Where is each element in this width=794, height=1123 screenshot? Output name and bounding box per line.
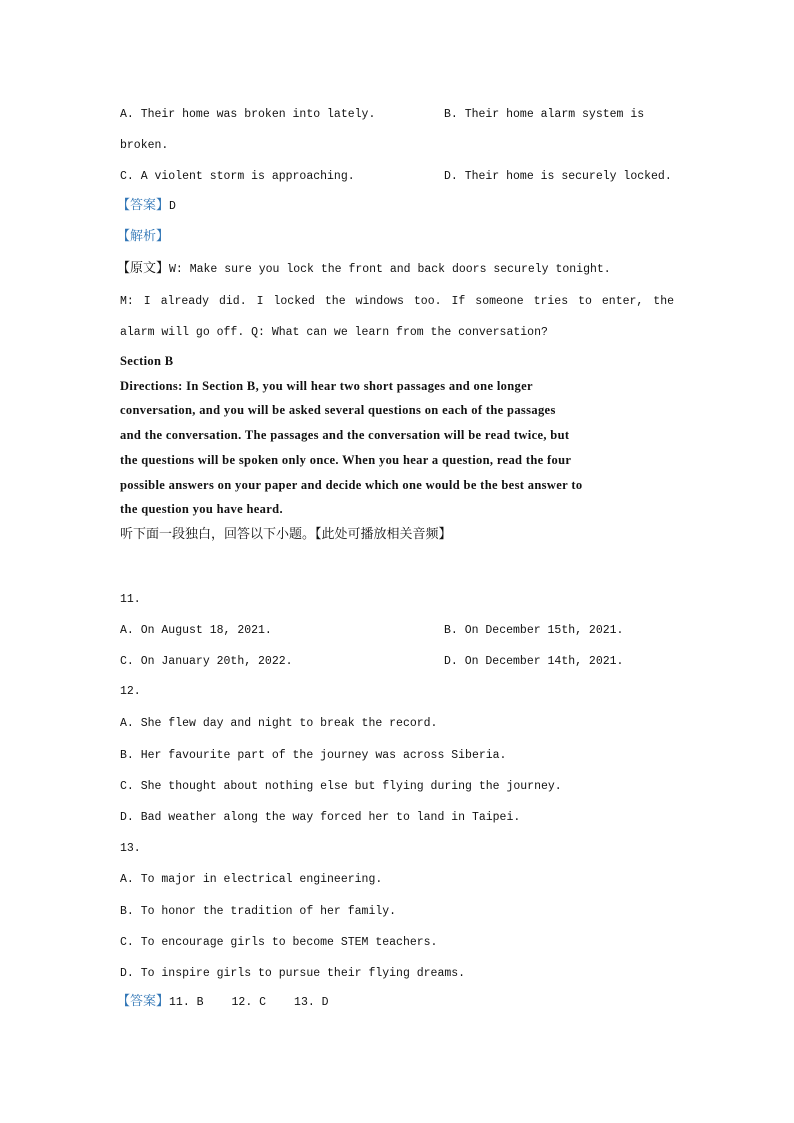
q11-option-d: D. On December 14th, 2021.	[444, 655, 624, 668]
q11-option-c: C. On January 20th, 2022.	[120, 655, 293, 668]
section-title: Section B	[120, 354, 174, 368]
directions-line: the questions will be spoken only once. When you hear a question, read the four	[120, 453, 572, 467]
q11-option-b: B. On December 15th, 2021.	[444, 624, 624, 637]
q11-option-a: A. On August 18, 2021.	[120, 624, 272, 637]
directions-line: conversation, and you will be asked several questions on each of the passages	[120, 403, 556, 417]
q11-number: 11.	[120, 593, 141, 606]
q13-option-b: B. To honor the tradition of her family.	[120, 905, 397, 918]
q12-number: 12.	[120, 685, 141, 698]
q10-answer	[117, 198, 176, 215]
q10-option-c: C. A violent storm is approaching.	[120, 170, 355, 183]
q12-option-a: A. She flew day and night to break the record.	[120, 717, 438, 730]
instruction: 听下面一段独白，回答以下小题。【此处可播放相关音频】	[120, 527, 452, 542]
final-answer	[117, 994, 329, 1011]
q13-option-c: C. To encourage girls to become STEM teachers.	[120, 936, 438, 949]
analysis-tag: 【解析】	[117, 229, 170, 244]
q10-transcript-1	[117, 261, 611, 278]
directions-line: the question you have heard.	[120, 502, 283, 516]
q12-option-d: D. Bad weather along the way forced her to land in Taipei.	[120, 811, 521, 824]
q12-option-b: B. Her favourite part of the journey was across Siberia.	[120, 749, 507, 762]
directions-line: Directions: In Section B, you will hear two short passages and one longer	[120, 379, 533, 393]
q10-analysis	[117, 229, 170, 246]
answer-11: 11. B	[169, 996, 204, 1009]
q10-option-b-cont: broken.	[120, 139, 169, 152]
q10-option-d: D. Their home is securely locked.	[444, 170, 672, 183]
answer-13: 13. D	[294, 996, 329, 1009]
q10-transcript-3: alarm will go off. Q: What can we learn from the conversation?	[120, 326, 548, 339]
answer-tag: 【答案】	[117, 198, 170, 213]
answer-12: 12. C	[231, 996, 267, 1009]
directions-line: possible answers on your paper and decide which one would be the best answer to	[120, 478, 583, 492]
q10-option-a: A. Their home was broken into lately.	[120, 108, 376, 121]
directions-line: and the conversation. The passages and the conversation will be read twice, but	[120, 428, 570, 442]
answer-value: D	[169, 200, 176, 213]
q10-transcript-2: M: I already did. I locked the windows too. If someone tries to enter, the	[120, 295, 674, 308]
q13-option-d: D. To inspire girls to pursue their flying dreams.	[120, 967, 466, 980]
q13-option-a: A. To major in electrical engineering.	[120, 873, 383, 886]
q12-option-c: C. She thought about nothing else but flying during the journey.	[120, 780, 562, 793]
transcript-line: W: Make sure you lock the front and back doors securely tonight.	[169, 263, 611, 276]
transcript-tag: 【原文】	[117, 261, 170, 276]
answer-tag: 【答案】	[117, 994, 170, 1009]
q13-number: 13.	[120, 842, 141, 855]
q10-option-b: B. Their home alarm system is	[444, 108, 645, 121]
